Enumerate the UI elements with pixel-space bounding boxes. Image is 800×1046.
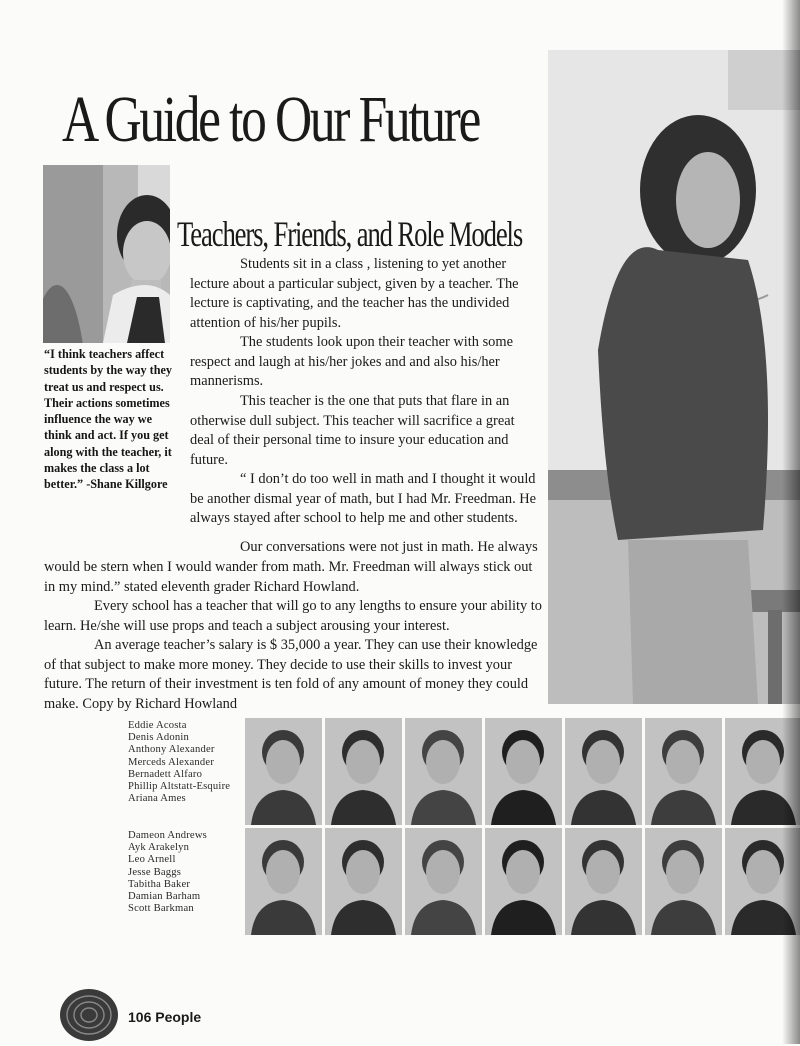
student-name: Dameon Andrews	[128, 830, 207, 841]
article-paragraph: Students sit in a class , listening to yet another lecture about a particular subject, given by a teacher. The lecture is captivating, and the teacher has the undivided attention of his/her pupils.	[190, 256, 519, 331]
section-heading: Teachers, Friends, and Role Models	[177, 214, 523, 254]
student-name: Ariana Ames	[128, 793, 186, 805]
article-paragraph: Our conversations were not just in math. He always	[240, 539, 538, 555]
page-title: A Guide to Our Future	[62, 83, 479, 156]
student-portrait	[245, 718, 322, 825]
student-portrait	[565, 828, 642, 935]
student-name: Merceds Alexander	[128, 756, 215, 768]
student-name: Tabitha Baker	[128, 878, 191, 890]
student-name: Damian Barham	[128, 891, 201, 903]
teacher-photo	[548, 50, 800, 704]
student-name: Scott Barkman	[128, 903, 194, 915]
page-footer: 106 People	[128, 1009, 202, 1025]
name-list	[128, 720, 230, 805]
article-paragraph: This teacher is the one that puts that flare in an otherwise dull subject. This teacher will sacrifice a great deal of their personal time to insure your education and future.	[190, 393, 515, 468]
article-paragraph: Every school has a teacher that will go to any lengths to ensure your ability to learn. He/she will use props and teach a subject arousing your interest.	[44, 598, 542, 634]
thumbprint-icon	[58, 985, 120, 1041]
student-name: Eddie Acosta	[128, 720, 187, 731]
student-portrait	[645, 718, 722, 825]
page-gutter-shadow	[782, 0, 800, 1044]
student-portrait	[325, 718, 402, 825]
portrait-row	[245, 828, 800, 935]
student-photo	[43, 165, 170, 343]
student-portrait	[565, 718, 642, 825]
student-portrait	[405, 828, 482, 935]
student-portrait	[485, 718, 562, 825]
article-paragraph: An average teacher’s salary is $ 35,000 a year. They can use their knowledge of that subject to make more money. They decide to use their skills to invest your future. The return of their investment is ten fold of any amount of money they could make. Copy by Richard Howland	[44, 637, 538, 712]
article-paragraph: would be stern when I would wander from math. Mr. Freedman will always stick out in my mind.” stated eleventh grader Richard Howland.	[44, 559, 533, 595]
student-name: Bernadett Alfaro	[128, 768, 203, 780]
student-portrait	[325, 828, 402, 935]
student-name: Anthony Alexander	[128, 744, 215, 756]
student-portrait	[485, 828, 562, 935]
student-name: Leo Arnell	[128, 854, 176, 866]
article-paragraph: “ I don’t do too well in math and I thought it would be another dismal year of math, but I had Mr. Freedman. He always stayed after school to help me and other students.	[190, 471, 537, 527]
student-name: Phillip Altstatt-Esquire	[128, 781, 231, 793]
portrait-row	[245, 718, 800, 825]
student-portrait	[405, 718, 482, 825]
student-name: Ayk Arakelyn	[128, 842, 190, 854]
article-paragraph: The students look upon their teacher with some respect and laugh at his/her jokes and and also his/her mannerisms.	[190, 334, 513, 390]
pull-quote: “I think teachers affect students by the way they treat us and respect us. Their actions sometimes influence the way we think and act. If you get along with the teacher, it makes the class a lot better.” -Shane Killgore	[44, 347, 172, 492]
name-list	[128, 830, 207, 915]
student-name: Jesse Baggs	[128, 866, 182, 878]
student-portrait	[245, 828, 322, 935]
student-name: Denis Adonin	[128, 732, 189, 744]
student-portrait	[645, 828, 722, 935]
portrait-grid	[245, 718, 800, 938]
